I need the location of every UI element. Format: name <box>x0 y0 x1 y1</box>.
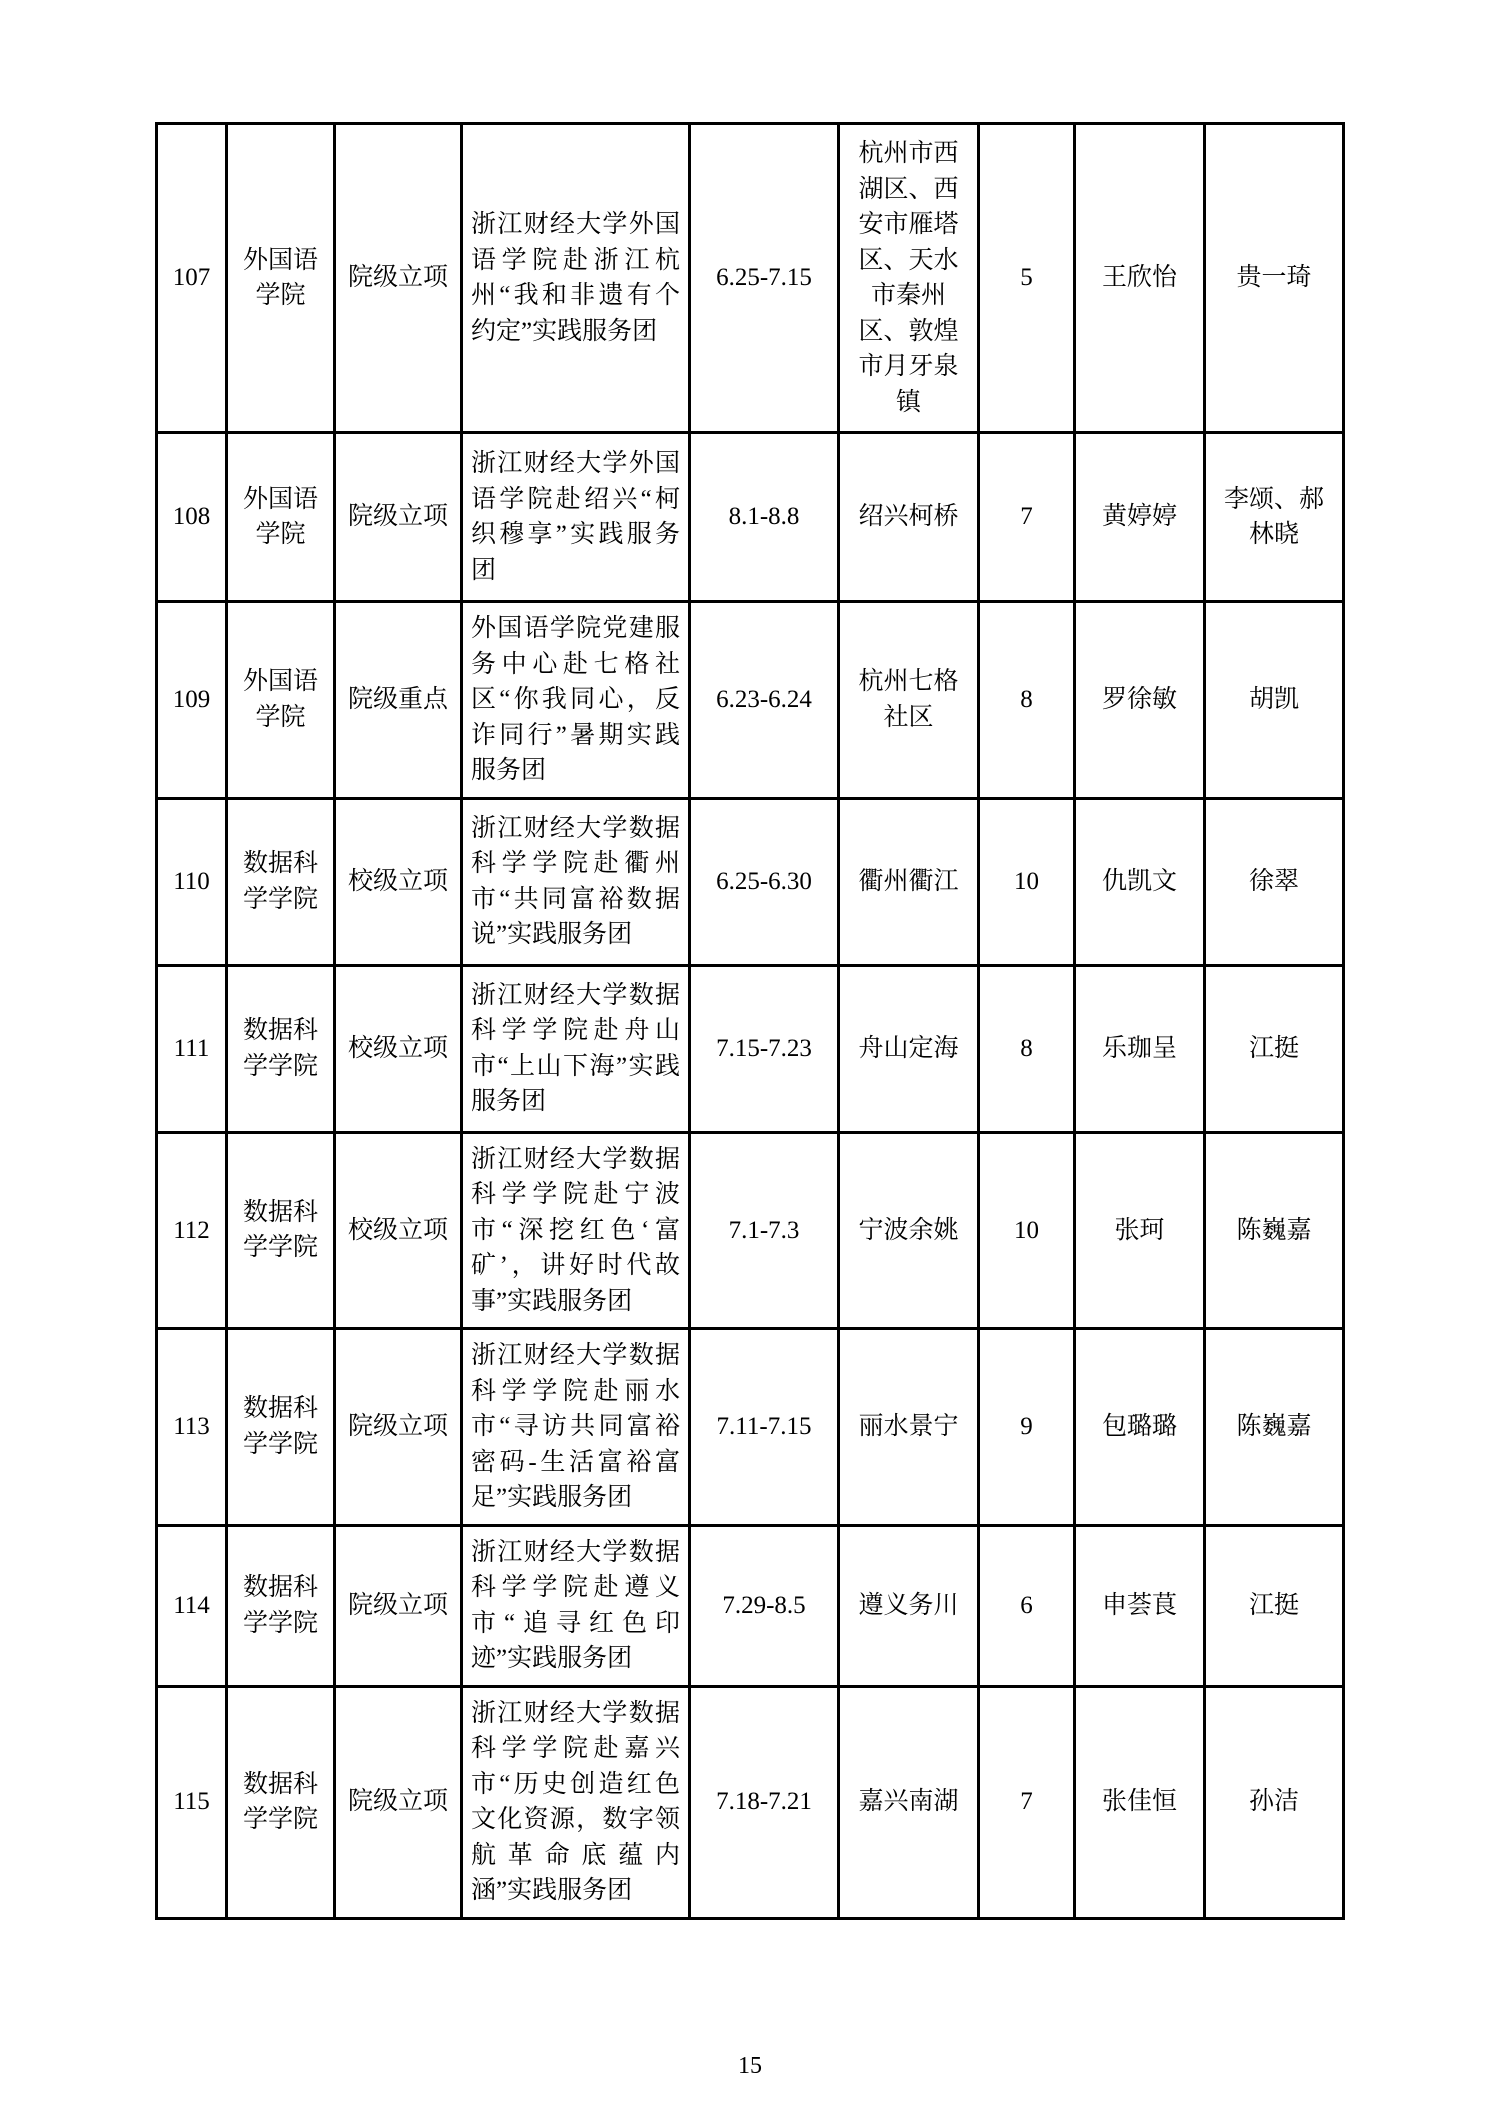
cell-leader-name: 罗徐敏 <box>1075 602 1205 799</box>
cell-advisor-name: 江挺 <box>1205 965 1344 1132</box>
cell-advisor-name: 孙洁 <box>1205 1686 1344 1918</box>
cell-leader-name: 张珂 <box>1075 1132 1205 1329</box>
cell-project-level: 院级立项 <box>335 433 462 602</box>
cell-college: 外国语学院 <box>227 124 335 433</box>
cell-advisor-name: 陈巍嘉 <box>1205 1132 1344 1329</box>
cell-member-count: 8 <box>979 965 1075 1132</box>
cell-location: 舟山定海 <box>839 965 979 1132</box>
cell-project-level: 院级立项 <box>335 1525 462 1686</box>
cell-leader-name: 乐珈呈 <box>1075 965 1205 1132</box>
cell-college: 数据科学学院 <box>227 1686 335 1918</box>
table-row <box>157 433 1344 602</box>
practice-teams-table <box>155 122 1345 1920</box>
cell-advisor-name: 徐翠 <box>1205 798 1344 965</box>
cell-team-name: 浙江财经大学外国语学院赴浙江杭州“我和非遗有个约定”实践服务团 <box>462 124 690 433</box>
cell-location: 宁波余姚 <box>839 1132 979 1329</box>
cell-team-name: 浙江财经大学数据科学学院赴衢州市“共同富裕数据说”实践服务团 <box>462 798 690 965</box>
cell-project-level: 校级立项 <box>335 798 462 965</box>
cell-location: 绍兴柯桥 <box>839 433 979 602</box>
table-row <box>157 965 1344 1132</box>
cell-sequence-number: 108 <box>157 433 227 602</box>
cell-project-level: 院级立项 <box>335 124 462 433</box>
cell-leader-name: 黄婷婷 <box>1075 433 1205 602</box>
cell-dates: 8.1-8.8 <box>690 433 839 602</box>
cell-member-count: 7 <box>979 1686 1075 1918</box>
cell-dates: 6.25-6.30 <box>690 798 839 965</box>
cell-dates: 7.1-7.3 <box>690 1132 839 1329</box>
cell-member-count: 5 <box>979 124 1075 433</box>
cell-team-name: 浙江财经大学数据科学学院赴遵义市“追寻红色印迹”实践服务团 <box>462 1525 690 1686</box>
cell-team-name: 外国语学院党建服务中心赴七格社区“你我同心，反诈同行”暑期实践服务团 <box>462 602 690 799</box>
cell-college: 外国语学院 <box>227 433 335 602</box>
table-row <box>157 1686 1344 1918</box>
cell-member-count: 8 <box>979 602 1075 799</box>
cell-sequence-number: 109 <box>157 602 227 799</box>
table-row <box>157 798 1344 965</box>
cell-team-name: 浙江财经大学数据科学学院赴宁波市“深挖红色‘富矿’，讲好时代故事”实践服务团 <box>462 1132 690 1329</box>
cell-sequence-number: 113 <box>157 1329 227 1526</box>
cell-location: 衢州衢江 <box>839 798 979 965</box>
cell-member-count: 10 <box>979 1132 1075 1329</box>
cell-sequence-number: 114 <box>157 1525 227 1686</box>
cell-project-level: 校级立项 <box>335 965 462 1132</box>
cell-team-name: 浙江财经大学数据科学学院赴嘉兴市“历史创造红色文化资源，数字领航革命底蕴内涵”实践服务团 <box>462 1686 690 1918</box>
cell-leader-name: 仇凯文 <box>1075 798 1205 965</box>
cell-dates: 7.29-8.5 <box>690 1525 839 1686</box>
cell-location: 遵义务川 <box>839 1525 979 1686</box>
cell-member-count: 10 <box>979 798 1075 965</box>
cell-leader-name: 王欣怡 <box>1075 124 1205 433</box>
table-row <box>157 1132 1344 1329</box>
table-row <box>157 1525 1344 1686</box>
cell-location: 丽水景宁 <box>839 1329 979 1526</box>
cell-advisor-name: 胡凯 <box>1205 602 1344 799</box>
cell-dates: 7.11-7.15 <box>690 1329 839 1526</box>
cell-advisor-name: 江挺 <box>1205 1525 1344 1686</box>
cell-dates: 6.25-7.15 <box>690 124 839 433</box>
cell-member-count: 7 <box>979 433 1075 602</box>
cell-college: 数据科学学院 <box>227 965 335 1132</box>
cell-sequence-number: 110 <box>157 798 227 965</box>
cell-dates: 7.18-7.21 <box>690 1686 839 1918</box>
cell-team-name: 浙江财经大学数据科学学院赴舟山市“上山下海”实践服务团 <box>462 965 690 1132</box>
cell-sequence-number: 112 <box>157 1132 227 1329</box>
cell-college: 外国语学院 <box>227 602 335 799</box>
cell-sequence-number: 111 <box>157 965 227 1132</box>
cell-advisor-name: 李颂、郝林晓 <box>1205 433 1344 602</box>
cell-member-count: 6 <box>979 1525 1075 1686</box>
cell-advisor-name: 陈巍嘉 <box>1205 1329 1344 1526</box>
cell-dates: 7.15-7.23 <box>690 965 839 1132</box>
cell-project-level: 院级重点 <box>335 602 462 799</box>
table-row <box>157 1329 1344 1526</box>
cell-location: 嘉兴南湖 <box>839 1686 979 1918</box>
cell-sequence-number: 115 <box>157 1686 227 1918</box>
cell-member-count: 9 <box>979 1329 1075 1526</box>
cell-team-name: 浙江财经大学外国语学院赴绍兴“柯织穆享”实践服务团 <box>462 433 690 602</box>
table-row <box>157 602 1344 799</box>
cell-team-name: 浙江财经大学数据科学学院赴丽水市“寻访共同富裕密码-生活富裕富足”实践服务团 <box>462 1329 690 1526</box>
cell-leader-name: 张佳恒 <box>1075 1686 1205 1918</box>
cell-dates: 6.23-6.24 <box>690 602 839 799</box>
cell-college: 数据科学学院 <box>227 1132 335 1329</box>
cell-leader-name: 申荟茛 <box>1075 1525 1205 1686</box>
cell-college: 数据科学学院 <box>227 798 335 965</box>
page-number: 15 <box>738 2053 762 2079</box>
cell-location: 杭州七格社区 <box>839 602 979 799</box>
cell-project-level: 校级立项 <box>335 1132 462 1329</box>
cell-college: 数据科学学院 <box>227 1525 335 1686</box>
cell-advisor-name: 贵一琦 <box>1205 124 1344 433</box>
cell-project-level: 院级立项 <box>335 1686 462 1918</box>
cell-location: 杭州市西湖区、西安市雁塔区、天水市秦州区、敦煌市月牙泉镇 <box>839 124 979 433</box>
practice-teams-table-body <box>157 124 1344 1919</box>
cell-project-level: 院级立项 <box>335 1329 462 1526</box>
cell-leader-name: 包璐璐 <box>1075 1329 1205 1526</box>
cell-college: 数据科学学院 <box>227 1329 335 1526</box>
table-row <box>157 124 1344 433</box>
cell-sequence-number: 107 <box>157 124 227 433</box>
